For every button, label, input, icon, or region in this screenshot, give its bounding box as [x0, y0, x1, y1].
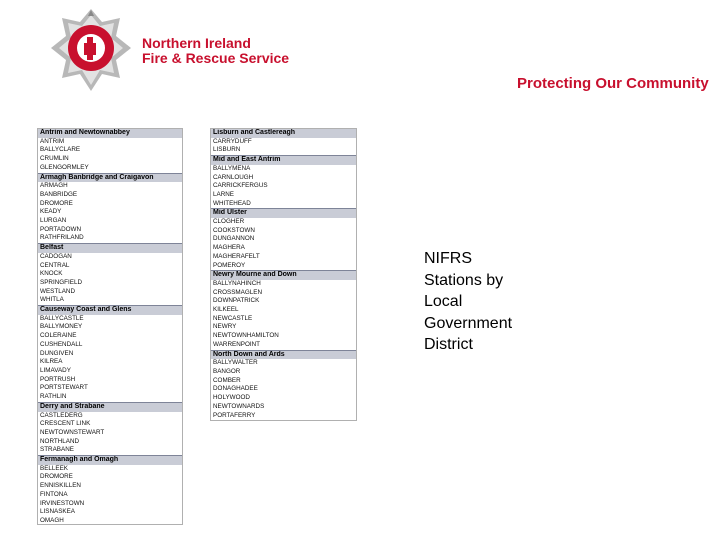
station-item: CRUMLIN: [40, 155, 69, 163]
district-header: Lisburn and Castlereagh: [211, 129, 356, 138]
district-header: Fermanagh and Omagh: [38, 455, 182, 465]
org-name: [142, 36, 289, 66]
slide-header: [0, 0, 720, 100]
caption-line: Local: [424, 293, 463, 310]
station-item: PORTSTEWART: [40, 384, 88, 392]
station-item: NEWTOWNSTEWART: [40, 428, 105, 436]
station-item: NEWRY: [213, 323, 237, 331]
station-item: CROSSMAGLEN: [213, 288, 262, 296]
station-item: NEWCASTLE: [213, 314, 253, 322]
station-item: MAGHERA: [213, 244, 245, 252]
district-header: Derry and Strabane: [38, 402, 182, 412]
station-item: BALLYCASTLE: [40, 314, 84, 322]
district-header: Armagh Banbridge and Craigavon: [38, 173, 182, 183]
station-item: NORTHLAND: [40, 437, 80, 445]
caption-line: Government: [424, 314, 513, 332]
station-item: BALLYWALTER: [213, 359, 258, 367]
district-header: Newry Mourne and Down: [211, 270, 356, 280]
caption-line: District: [424, 336, 473, 353]
station-item: CARRICKFERGUS: [213, 182, 268, 190]
station-item: POMEROY: [213, 261, 246, 269]
station-item: CENTRAL: [40, 261, 70, 269]
station-item: NEWTOWNARDS: [213, 402, 265, 410]
station-item: BALLYCLARE: [40, 146, 81, 154]
station-item: KILREA: [40, 358, 63, 366]
district-header: North Down and Ards: [211, 350, 356, 360]
station-item: CADOGAN: [40, 252, 72, 260]
station-item: WARRENPOINT: [213, 340, 260, 348]
station-item: BANBRIDGE: [40, 190, 78, 198]
station-item: HOLYWOOD: [213, 394, 250, 402]
station-item: STRABANE: [40, 446, 74, 454]
station-item: LISNASKEA: [40, 508, 75, 516]
station-list-left: [37, 128, 183, 525]
station-item: DUNGANNON: [213, 235, 255, 243]
district-header: Antrim and Newtownabbey: [38, 129, 182, 138]
slide-caption: [424, 248, 564, 356]
station-item: COLERAINE: [40, 332, 77, 340]
station-item: LIMAVADY: [40, 366, 71, 374]
caption-line: Stations by: [424, 271, 504, 289]
station-item: RATHFRILAND: [40, 234, 84, 242]
station-item: BALLYMENA: [213, 164, 251, 172]
station-item: DUNGIVEN: [40, 349, 74, 357]
station-item: LURGAN: [40, 217, 67, 225]
station-item: BALLYMONEY: [40, 323, 83, 331]
station-item: ARMAGH: [40, 182, 68, 190]
station-item: KNOCK: [40, 270, 63, 278]
station-item: COOKSTOWN: [213, 226, 255, 234]
station-item: KEADY: [40, 208, 62, 216]
station-item: PORTRUSH: [40, 375, 76, 383]
station-item: LISBURN: [213, 146, 241, 154]
station-item: CARRYDUFF: [213, 137, 252, 145]
org-name-line1: Northern Ireland: [142, 35, 251, 51]
station-item: BANGOR: [213, 367, 241, 375]
station-item: OMAGH: [40, 516, 64, 524]
nifrs-crest-logo: [50, 8, 132, 92]
station-item: CLOGHER: [213, 218, 245, 226]
station-item: CUSHENDALL: [40, 340, 83, 348]
tagline: Protecting Our Community: [517, 75, 709, 92]
station-item: ANTRIM: [40, 137, 65, 145]
station-item: BELLEEK: [40, 464, 69, 472]
station-item: MAGHERAFELT: [213, 252, 260, 260]
station-item: COMBER: [213, 376, 241, 384]
station-item: DROMORE: [40, 473, 73, 481]
station-item: DOWNPATRICK: [213, 297, 260, 305]
station-item: PORTADOWN: [40, 225, 82, 233]
station-item: RATHLIN: [40, 393, 67, 401]
station-item: LARNE: [213, 190, 234, 198]
station-item: BALLYNAHINCH: [213, 279, 261, 287]
station-item: GLENGORMLEY: [40, 163, 89, 171]
station-item: PORTAFERRY: [213, 411, 256, 419]
station-item: ENNISKILLEN: [40, 482, 81, 490]
district-header: Causeway Coast and Glens: [38, 305, 182, 315]
district-header: Mid Ulster: [211, 208, 356, 218]
station-item: CASTLEDERG: [40, 411, 83, 419]
district-header: Belfast: [38, 243, 182, 253]
station-item: NEWTOWNHAMILTON: [213, 332, 279, 340]
station-item: IRVINESTOWN: [40, 499, 85, 507]
station-item: CRESCENT LINK: [40, 420, 91, 428]
station-item: DONAGHADEE: [213, 385, 258, 393]
station-item: DROMORE: [40, 199, 73, 207]
station-item: WESTLAND: [40, 287, 75, 295]
district-header: Mid and East Antrim: [211, 155, 356, 165]
station-list-right: [210, 128, 357, 421]
org-name-line2: Fire & Rescue Service: [142, 50, 290, 66]
station-item: WHITLA: [40, 296, 64, 304]
station-item: WHITEHEAD: [213, 199, 251, 207]
station-item: FINTONA: [40, 490, 68, 498]
caption-line: NIFRS: [424, 250, 472, 267]
station-item: KILKEEL: [213, 306, 239, 314]
station-item: SPRINGFIELD: [40, 278, 82, 286]
station-item: CARNLOUGH: [213, 173, 254, 181]
